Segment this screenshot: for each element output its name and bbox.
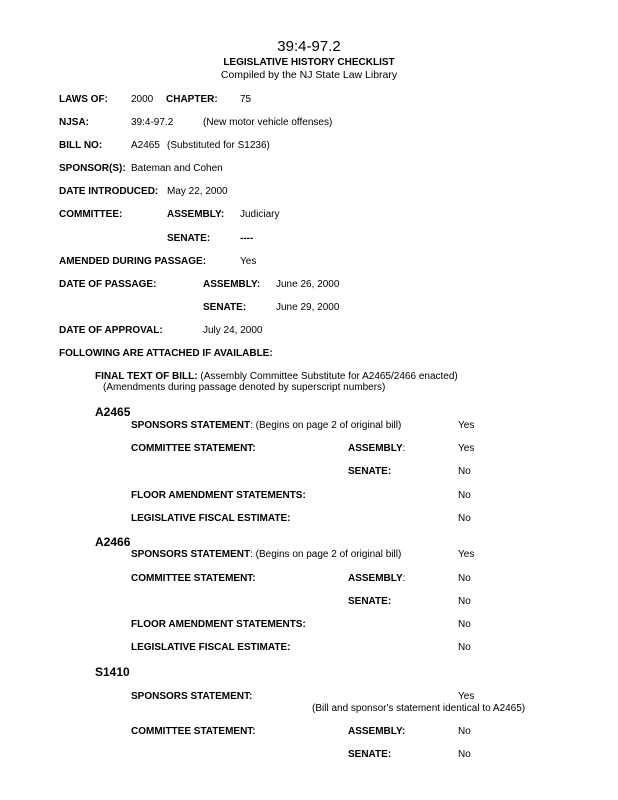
a2466-senate-value: No xyxy=(458,596,471,607)
compiled-by: Compiled by the NJ State Law Library xyxy=(220,69,398,81)
a2465-sponsors-label: SPONSORS STATEMENT xyxy=(131,420,251,431)
a2465-assembly-line xyxy=(348,443,405,455)
s1410-sponsors-label: SPONSORS STATEMENT: xyxy=(131,691,253,702)
s1410-assembly-value: No xyxy=(458,726,471,737)
a2465-sponsors-note: : (Begins on page 2 of original bill) xyxy=(250,420,402,431)
amended-value: Yes xyxy=(240,256,257,267)
a2465-fiscal-value: No xyxy=(458,513,471,524)
a2465-assembly-label: ASSEMBLY xyxy=(348,443,403,454)
bill-no-value: A2465 xyxy=(131,140,160,151)
chapter-value: 75 xyxy=(240,94,252,105)
a2465-sponsors-line xyxy=(131,420,401,432)
njsa-label: NJSA: xyxy=(59,117,90,128)
date-introduced-label: DATE INTRODUCED: xyxy=(59,186,159,197)
chapter-label: CHAPTER: xyxy=(166,94,218,105)
passage-assembly-label: ASSEMBLY: xyxy=(203,279,261,290)
bill-heading-a2466: A2466 xyxy=(95,535,131,549)
a2466-assembly-label: ASSEMBLY xyxy=(348,573,403,584)
committee-assembly-label: ASSEMBLY: xyxy=(167,209,225,220)
bill-no-note: (Substituted for S1236) xyxy=(167,140,270,151)
s1410-senate-label: SENATE: xyxy=(348,749,392,760)
date-of-approval-label: DATE OF APPROVAL: xyxy=(59,325,163,336)
sponsors-label: SPONSOR(S): xyxy=(59,163,126,174)
laws-of-value: 2000 xyxy=(131,94,154,105)
a2465-senate-value: No xyxy=(458,466,471,477)
s1410-committee-label: COMMITTEE STATEMENT: xyxy=(131,726,256,737)
a2466-sponsors-value: Yes xyxy=(458,549,475,560)
final-text-note2: (Amendments during passage denoted by superscript numbers) xyxy=(103,382,386,393)
njsa-note: (New motor vehicle offenses) xyxy=(203,117,333,128)
amended-label: AMENDED DURING PASSAGE: xyxy=(59,256,207,267)
passage-senate-value: June 29, 2000 xyxy=(276,302,340,313)
a2466-floor-label: FLOOR AMENDMENT STATEMENTS: xyxy=(131,619,306,630)
bill-no-label: BILL NO: xyxy=(59,140,103,151)
a2465-committee-label: COMMITTEE STATEMENT: xyxy=(131,443,256,454)
final-text-note: (Assembly Committee Substitute for A2465/2466 enacted) xyxy=(197,371,458,382)
a2466-senate-label: SENATE: xyxy=(348,596,392,607)
a2465-senate-label: SENATE: xyxy=(348,466,392,477)
s1410-sponsors-value: Yes xyxy=(458,691,475,702)
date-of-approval-value: July 24, 2000 xyxy=(203,325,263,336)
date-of-passage-label: DATE OF PASSAGE: xyxy=(59,279,157,290)
bill-heading-a2465: A2465 xyxy=(95,405,131,419)
a2466-fiscal-value: No xyxy=(458,642,471,653)
a2466-sponsors-line xyxy=(131,549,401,561)
a2465-sponsors-value: Yes xyxy=(458,420,475,431)
sponsors-value: Bateman and Cohen xyxy=(131,163,223,174)
s1410-senate-value: No xyxy=(458,749,471,760)
passage-assembly-value: June 26, 2000 xyxy=(276,279,340,290)
a2466-floor-value: No xyxy=(458,619,471,630)
committee-label: COMMITTEE: xyxy=(59,209,123,220)
committee-assembly-value: Judiciary xyxy=(240,209,280,220)
bill-heading-s1410: S1410 xyxy=(95,665,130,679)
a2466-assembly-value: No xyxy=(458,573,471,584)
committee-senate-label: SENATE: xyxy=(167,233,211,244)
committee-senate-value: ---- xyxy=(240,233,254,244)
a2466-assembly-line xyxy=(348,573,405,585)
a2465-floor-label: FLOOR AMENDMENT STATEMENTS: xyxy=(131,490,306,501)
document-title: LEGISLATIVE HISTORY CHECKLIST xyxy=(223,57,395,68)
attached-heading: FOLLOWING ARE ATTACHED IF AVAILABLE: xyxy=(59,348,273,359)
laws-of-label: LAWS OF: xyxy=(59,94,108,105)
a2466-sponsors-note: : (Begins on page 2 of original bill) xyxy=(250,549,402,560)
passage-senate-label: SENATE: xyxy=(203,302,247,313)
a2465-fiscal-label: LEGISLATIVE FISCAL ESTIMATE: xyxy=(131,513,291,524)
a2465-floor-value: No xyxy=(458,490,471,501)
njsa-value: 39:4-97.2 xyxy=(131,117,174,128)
s1410-sponsors-note: (Bill and sponsor's statement identical to A2465) xyxy=(312,703,526,714)
a2466-committee-label: COMMITTEE STATEMENT: xyxy=(131,573,256,584)
date-introduced-value: May 22, 2000 xyxy=(167,186,228,197)
a2465-assembly-value: Yes xyxy=(458,443,475,454)
s1410-assembly-label: ASSEMBLY: xyxy=(348,726,406,737)
final-text-label: FINAL TEXT OF BILL: xyxy=(95,371,198,382)
a2465-assembly-colon: : xyxy=(402,443,406,454)
statute-code: 39:4-97.2 xyxy=(277,38,341,55)
a2466-fiscal-label: LEGISLATIVE FISCAL ESTIMATE: xyxy=(131,642,291,653)
a2466-assembly-colon: : xyxy=(402,573,406,584)
a2466-sponsors-label: SPONSORS STATEMENT xyxy=(131,549,251,560)
